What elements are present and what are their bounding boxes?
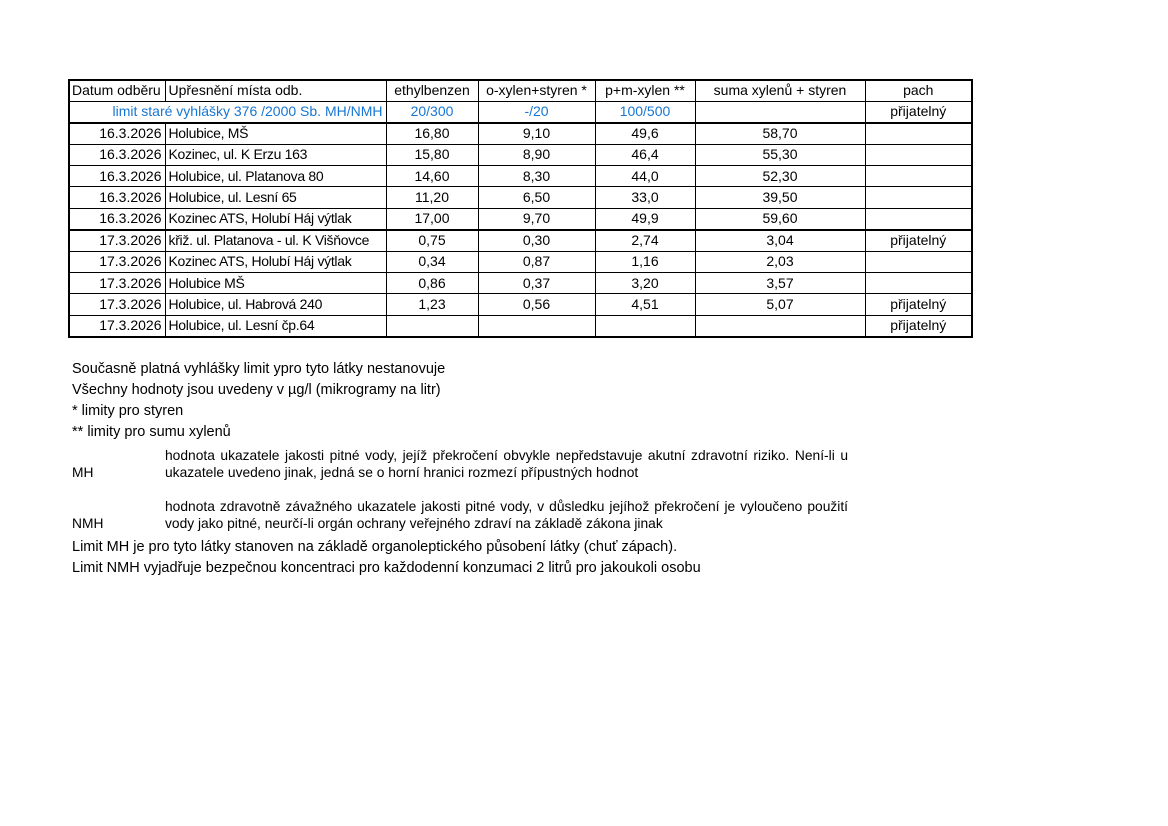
cell-suma: 59,60 xyxy=(695,208,865,229)
limit-row xyxy=(69,101,972,122)
cell-ethylbenzen: 1,23 xyxy=(386,294,478,315)
note-xylen-limits: ** limity pro sumu xylenů xyxy=(72,424,231,440)
table-body xyxy=(69,123,972,337)
cell-pach xyxy=(865,144,972,165)
table-row xyxy=(69,144,972,165)
cell-oxylen: 0,87 xyxy=(478,251,595,272)
cell-suma: 5,07 xyxy=(695,294,865,315)
cell-datum: 16.3.2026 xyxy=(69,123,165,144)
cell-pmxylen: 44,0 xyxy=(595,166,695,187)
table-row xyxy=(69,315,972,336)
cell-ethylbenzen: 11,20 xyxy=(386,187,478,208)
definition-mh xyxy=(72,447,848,481)
cell-suma: 3,57 xyxy=(695,273,865,294)
cell-datum: 16.3.2026 xyxy=(69,208,165,229)
cell-datum: 17.3.2026 xyxy=(69,230,165,251)
cell-pmxylen: 49,6 xyxy=(595,123,695,144)
cell-misto: Holubice, ul. Platanova 80 xyxy=(165,166,386,187)
cell-pach xyxy=(865,123,972,144)
cell-ethylbenzen: 15,80 xyxy=(386,144,478,165)
column-header-pmxylen: p+m-xylen ** xyxy=(595,80,695,101)
cell-pach: přijatelný xyxy=(865,315,972,336)
limit-ethylbenzen: 20/300 xyxy=(386,101,478,122)
cell-datum: 17.3.2026 xyxy=(69,294,165,315)
table-row xyxy=(69,166,972,187)
cell-misto: křiž. ul. Platanova - ul. K Višňovce xyxy=(165,230,386,251)
cell-misto: Holubice, MŠ xyxy=(165,123,386,144)
cell-oxylen: 6,50 xyxy=(478,187,595,208)
cell-suma: 3,04 xyxy=(695,230,865,251)
limit-pmxylen: 100/500 xyxy=(595,101,695,122)
cell-misto: Kozinec, ul. K Erzu 163 xyxy=(165,144,386,165)
cell-oxylen: 0,56 xyxy=(478,294,595,315)
cell-datum: 17.3.2026 xyxy=(69,315,165,336)
cell-ethylbenzen: 17,00 xyxy=(386,208,478,229)
note-units: Všechny hodnoty jsou uvedeny v µg/l (mikrogramy na litr) xyxy=(72,382,441,398)
column-header-ethylbenzen: ethylbenzen xyxy=(386,80,478,101)
cell-suma: 39,50 xyxy=(695,187,865,208)
cell-oxylen: 8,30 xyxy=(478,166,595,187)
cell-pach xyxy=(865,273,972,294)
cell-pach: přijatelný xyxy=(865,230,972,251)
cell-pmxylen: 2,74 xyxy=(595,230,695,251)
cell-oxylen xyxy=(478,315,595,336)
cell-ethylbenzen xyxy=(386,315,478,336)
cell-ethylbenzen: 0,86 xyxy=(386,273,478,294)
cell-datum: 16.3.2026 xyxy=(69,166,165,187)
cell-pmxylen: 33,0 xyxy=(595,187,695,208)
cell-pach: přijatelný xyxy=(865,294,972,315)
note-styren-limits: * limity pro styren xyxy=(72,403,184,419)
table-row xyxy=(69,123,972,144)
footer-notes xyxy=(72,537,701,579)
cell-pmxylen: 3,20 xyxy=(595,273,695,294)
cell-datum: 17.3.2026 xyxy=(69,273,165,294)
cell-pach xyxy=(865,166,972,187)
cell-pmxylen: 46,4 xyxy=(595,144,695,165)
cell-datum: 17.3.2026 xyxy=(69,251,165,272)
cell-misto: Kozinec ATS, Holubí Háj výtlak xyxy=(165,208,386,229)
table-header-row xyxy=(69,80,972,101)
table-row xyxy=(69,273,972,294)
limit-suma xyxy=(695,101,865,122)
cell-pmxylen: 49,9 xyxy=(595,208,695,229)
definition-text-nmh: hodnota zdravotně závažného ukazatele jakosti pitné vody, v důsledku jejíhož překročení je vyloučeno použití vody jako pitné, neurčí-li orgán ochrany veřejného zdraví na základě zákona jinak xyxy=(165,499,848,531)
cell-pmxylen: 1,16 xyxy=(595,251,695,272)
cell-oxylen: 8,90 xyxy=(478,144,595,165)
cell-suma: 58,70 xyxy=(695,123,865,144)
cell-suma: 2,03 xyxy=(695,251,865,272)
cell-oxylen: 0,30 xyxy=(478,230,595,251)
definition-nmh xyxy=(72,498,848,532)
cell-ethylbenzen: 16,80 xyxy=(386,123,478,144)
cell-pmxylen xyxy=(595,315,695,336)
cell-misto: Holubice, ul. Lesní 65 xyxy=(165,187,386,208)
cell-datum: 16.3.2026 xyxy=(69,187,165,208)
cell-suma: 52,30 xyxy=(695,166,865,187)
column-header-misto: Upřesnění místa odb. xyxy=(165,80,386,101)
cell-oxylen: 9,10 xyxy=(478,123,595,144)
cell-misto: Holubice MŠ xyxy=(165,273,386,294)
cell-ethylbenzen: 0,34 xyxy=(386,251,478,272)
notes xyxy=(72,359,445,443)
cell-oxylen: 0,37 xyxy=(478,273,595,294)
cell-pach xyxy=(865,187,972,208)
cell-ethylbenzen: 14,60 xyxy=(386,166,478,187)
column-header-oxylen: o-xylen+styren * xyxy=(478,80,595,101)
limit-row-label: limit staré vyhlášky 376 /2000 Sb. MH/NMH xyxy=(69,101,386,122)
cell-misto: Kozinec ATS, Holubí Háj výtlak xyxy=(165,251,386,272)
cell-ethylbenzen: 0,75 xyxy=(386,230,478,251)
footer-note-limit-mh: Limit MH je pro tyto látky stanoven na základě organoleptického působení látky (chuť zápach). xyxy=(72,539,678,555)
water-quality-results-table xyxy=(68,79,973,338)
note-current-regulation: Současně platná vyhlášky limit ypro tyto látky nestanovuje xyxy=(72,361,446,377)
cell-misto: Holubice, ul. Habrová 240 xyxy=(165,294,386,315)
cell-oxylen: 9,70 xyxy=(478,208,595,229)
table-row xyxy=(69,251,972,272)
limit-pach: přijatelný xyxy=(865,101,972,122)
definition-text-mh: hodnota ukazatele jakosti pitné vody, jejíž překročení obvykle nepředstavuje akutní zdravotní riziko. Není-li u ukazatele uvedeno jinak, jedná se o horní hranici rozmezí přípustných hodnot xyxy=(165,448,848,480)
footer-note-limit-nmh: Limit NMH vyjadřuje bezpečnou koncentraci pro každodenní konzumaci 2 litrů pro jakoukoli osobu xyxy=(72,560,701,576)
column-header-pach: pach xyxy=(865,80,972,101)
cell-suma xyxy=(695,315,865,336)
table-row xyxy=(69,230,972,251)
column-header-suma: suma xylenů + styren xyxy=(695,80,865,101)
cell-misto: Holubice, ul. Lesní čp.64 xyxy=(165,315,386,336)
table-row xyxy=(69,208,972,229)
limit-oxylen: -/20 xyxy=(478,101,595,122)
definition-term-nmh: NMH xyxy=(72,516,104,531)
cell-pmxylen: 4,51 xyxy=(595,294,695,315)
table-row xyxy=(69,294,972,315)
cell-pach xyxy=(865,208,972,229)
column-header-datum: Datum odběru xyxy=(69,80,165,101)
cell-datum: 16.3.2026 xyxy=(69,144,165,165)
definition-term-mh: MH xyxy=(72,465,94,480)
table-row xyxy=(69,187,972,208)
cell-pach xyxy=(865,251,972,272)
cell-suma: 55,30 xyxy=(695,144,865,165)
